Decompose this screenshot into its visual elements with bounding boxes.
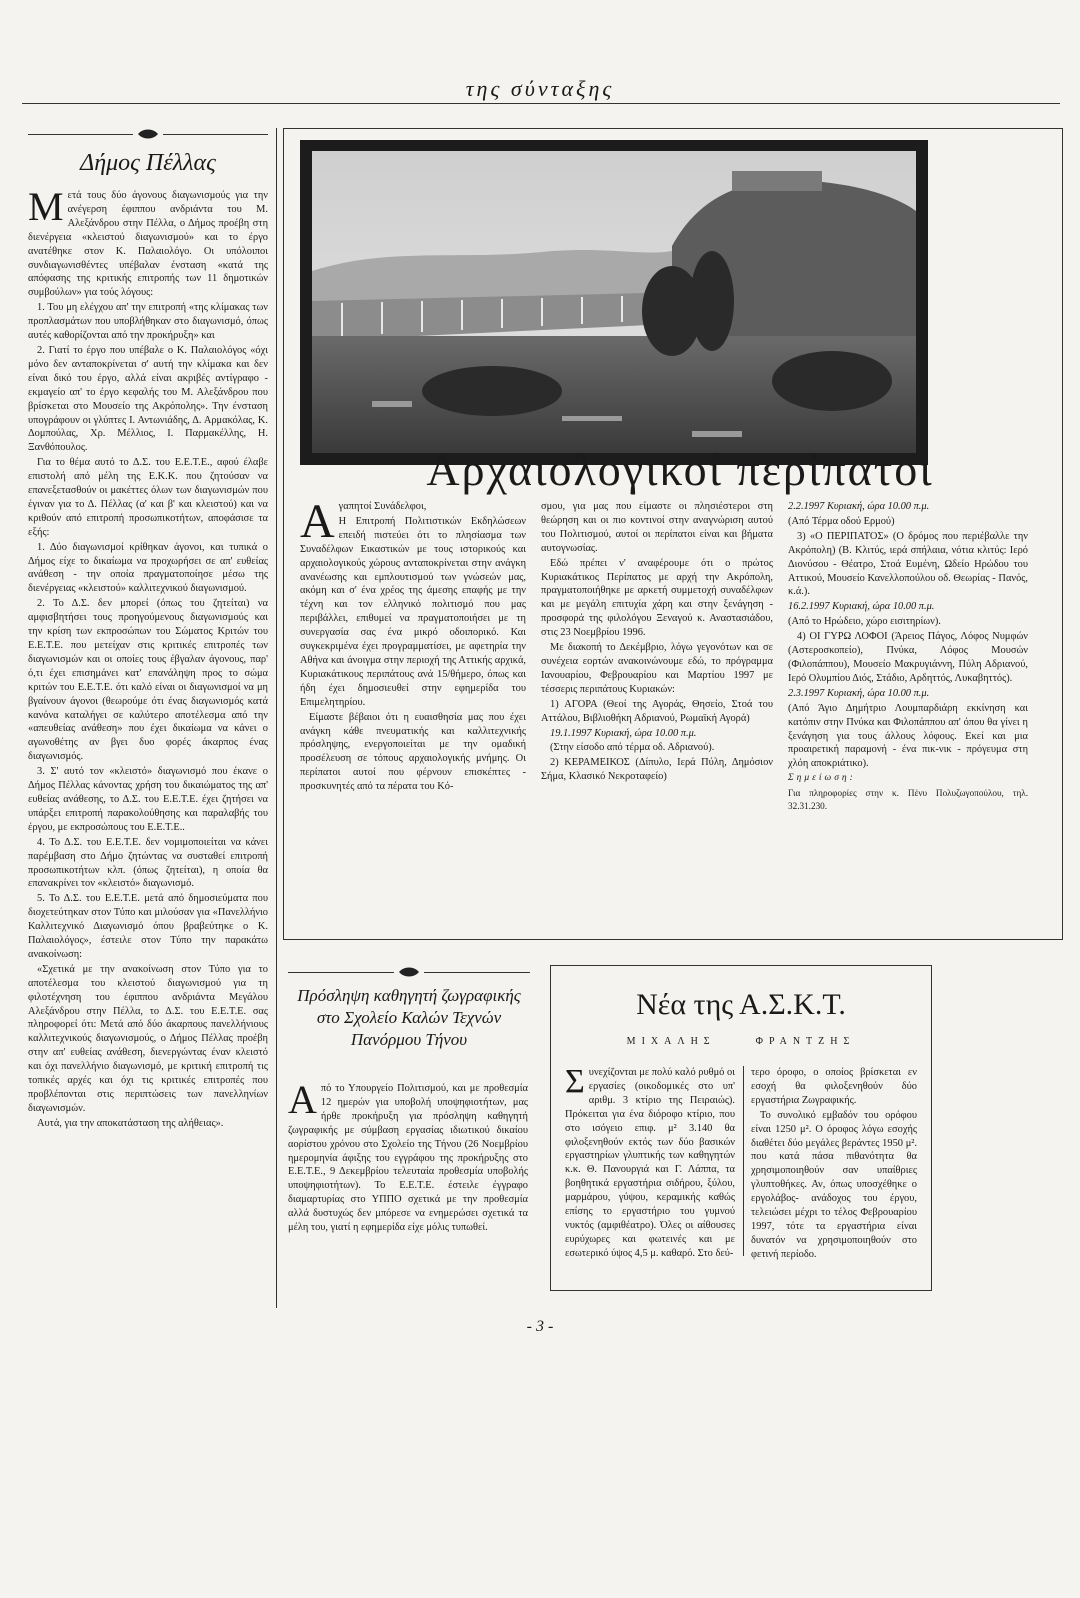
nea-title: Νέα της Α.Σ.Κ.Τ. <box>636 988 846 1021</box>
dimos-body <box>28 184 268 1131</box>
leaf-ornament-icon <box>137 128 159 140</box>
dimos-para: Αυτά, για την αποκατάσταση της αλήθειας». <box>37 1117 224 1129</box>
nea-drop-cap: Σ <box>565 1063 585 1100</box>
leaf-ornament-icon <box>398 966 420 978</box>
acropolis-photo <box>312 151 916 453</box>
nea-askt-box <box>550 965 932 1291</box>
arch-para: Εδώ πρέπει ν' αναφέρουμε ότι ο πρώτος Κυριακάτικος Περίπατος με αρχή την Ακρόπολη, πραγματοποιήθηκε με αρκετή συμμετοχή συναδέλφων και με μεγάλη επιτυχία χάρη και στην ξενάγηση - προσφορά της φιλολόγου Ξεναγού κ. Αναστασιάδου, στις 23 Νοεμβρίου 1996. <box>541 557 773 639</box>
arch-date: 2.3.1997 Κυριακή, ώρα 10.00 π.μ. <box>788 687 930 699</box>
note-text: Για πληροφορίες στην κ. Πένυ Πολυζωγοπούλου, τηλ. 32.31.230. <box>788 788 1028 811</box>
nea-col-2 <box>751 1066 917 1263</box>
arch-para: Με διακοπή το Δεκέμβριο, λόγω γεγονότων και σε συνέχεια εορτών ανακοινώνουμε εδώ, το πρόγραμμα Ιανουαρίου, Φεβρουαρίου και Μαρτίου 1997 με τέσσερις περιπάτους Κυριακών: <box>541 642 773 695</box>
dimos-para: 1. Του μη ελέγχου απ' την επιτροπή «της κλίμακας των προπλασμάτων που υποβλήθηκαν στο διαγωνισμό, όπως αυτές καθορίζονται από την προκήρυξη» και <box>28 302 268 342</box>
dimos-para: 4. Το Δ.Σ. του Ε.Ε.Τ.Ε. δεν νομιμοποιείται να κάνει παρέμβαση στο Δήμο ζητώντας να συσταθεί επιτροπή προσωπικοτήτων κλπ. (όπως ζητείται), η οποία θα επανακρίνει τον «κλειστό» διαγωνισμό. <box>28 836 268 890</box>
dimos-para: 1. Δύο διαγωνισμοί κρίθηκαν άγονοι, και τυπικά ο Δήμος είχε το δικαίωμα να προχωρήσει σε απ' ευθείας ανάθεση - την οποία πραγματοποίησε μέσω της διενέργειας «κλειστού» καλλιτεχνικού διαγωνισμού. <box>28 541 268 595</box>
author-first: ΜΙΧΑΛΗΣ <box>626 1036 716 1047</box>
arch-drop-cap: Α <box>300 495 335 548</box>
column-divider <box>276 128 277 1308</box>
arch-para: 4) ΟΙ ΓΥΡΩ ΛΟΦΟΙ (Άρειος Πάγος, Λόφος Νυμφών (Αστεροσκοπείο), Πνύκα, Λόφος Μουσών (Φιλοπάππου), Μουσείο Μακρυγιάννη, Πύλη Αδριανού, Ιερό Ολυμπίου Διός, Στάδιο, Αρδηττός, Λυκαβηττός). <box>788 631 1028 684</box>
dimos-pellas-article <box>28 128 268 1598</box>
dimos-para: 2. Το Δ.Σ. δεν μπορεί (όπως του ζητείται) να αμφισβητήσει τους προηγούμενους διαγωνισμούς και την κρίση των εκπροσώπων του Σώματος Κριτών του Ε.Ε.Τ.Ε. που μετείχαν στις κριτικές επιτροπές των διαγωνισμών και οι οποίες τους έβγαλαν άγονους, παρ' ό,τι έχει επισημάνει κατ' επανάληψη προς το σώμα κριτών του Ε.Ε.Τ.Ε. ότι καλό είναι οι διαγωνισμοί να μη βγαίνουν άγονοι (θεωρούμε ότι ένας διαγωνισμός κατά κανόνα καταλήγει σε καλύτερο αποτέλεσμα από την «απευθείας ανάθεση» που έχει δικαίωμα να κάνει ο αγωνοθέτης αν βγει δυο φορές άκαρπος ένας διαγωνισμός. <box>28 598 268 763</box>
dimos-para: ετά τους δύο άγονους διαγωνισμούς για την ανέγερση έφιππου ανδριάντα του Μ. Αλεξάνδρου στην Πέλλα, ο Δήμος προέβη στη διενέργεια «κλειστού διαγωνισμού» και το έργο ανατέθηκε στον Κ. Παλαιολόγο. Οι υπόλοιποι συνδιαγωνισθέντες υπέβαλαν ένσταση «κατά της απόφασης της κριτικής επιτροπής των 11 δημοτικών συμβούλων» για τούς λόγους: <box>28 190 268 299</box>
nea-col-divider <box>743 1066 744 1256</box>
nea-col-1 <box>565 1063 735 1262</box>
arch-para: (Από Τέρμα οδού Ερμού) <box>788 515 895 527</box>
arch-date: 19.1.1997 Κυριακή, ώρα 10.00 π.μ. <box>550 727 697 739</box>
arch-para: 1) ΑΓΟΡΑ (Θεοί της Αγοράς, Θησείο, Στοά του Αττάλου, Βιβλιοθήκη Αδριανού, Ρωμαϊκή Αγορά) <box>541 698 773 724</box>
dimos-para: Για το θέμα αυτό το Δ.Σ. του Ε.Ε.Τ.Ε., αφού έλαβε επιστολή από μέλη της Ε.Κ.Κ. που ζητούσαν να επανεξετασθούν οι μακέττες όλων των διαγωνισμών που έγιναν για το Δ. Πέλλας (α' και β' και κλειστού) και να κριθούν από επιτροπή προσωπικοτήτων, αποφάσισε τα εξής: <box>28 457 268 538</box>
nea-para: τερο όροφο, ο οποίος βρίσκεται εν εσοχή θα φιλοξενηθούν δύο εργαστήρια Ζωγραφικής. <box>751 1067 917 1106</box>
arch-date: 16.2.1997 Κυριακή, ώρα 10.00 π.μ. <box>788 601 935 613</box>
prosl-drop-cap: Α <box>288 1077 317 1122</box>
arch-col-3 <box>788 500 1028 813</box>
masthead: της σύνταξης <box>465 76 615 101</box>
arch-para: 3) «Ο ΠΕΡΙΠΑΤΟΣ» (Ο δρόμος που περιέβαλλε την Ακρόπολη) (Β. Κλιτύς, ιερά σπήλαια, νότια κλιτύς: Ιερό Διονύσου - Θέατρο, Στοά Ευμένη, Ωδείο Ηρώδου του Αττικού, Μουσείο Κανελλοπούλου οδ. Θεωρίας - Πανός, κ.ά.). <box>788 530 1028 598</box>
arch-para: (Από Άγιο Δημήτριο Λουμπαρδιάρη εκκίνηση και κατόπιν στην Πνύκα και Φιλοπάππου απ' όπου θα γίνει η ξενάγηση για τους άλλους λόφους. Εκεί και μια προαιρετική παραμονή - ένα πικ-νικ - πρόγευμα στη χλόη αποκριάτικο). <box>788 702 1028 770</box>
page-number: - 3 - <box>526 1318 554 1335</box>
dimos-para: 2. Γιατί το έργο που υπέβαλε ο Κ. Παλαιολόγος «όχι μόνο δεν ανταποκρίνεται σ' αυτή την κλίμακα και δεν είναι δικό του έργο, αλλά είναι ακριβές αντίγραφο - εκμαγείο απ' το έργο κεφαλής του Μ. Αλεξάνδρου που βρίσκεται στο Μουσείο της Ακρόπολης». Την ένσταση υπογράφουν οι γλύπτες Ι. Αντωνιάδης, Δ. Αρμακόλας, Κ. Δομπούλας, Χρ. Μέλλιος, Ι. Παρμακέλλης, Η. Ξανθόπουλος. <box>28 344 268 454</box>
author-last: ΦΡΑΝΤΖΗΣ <box>755 1036 856 1047</box>
arch-date: 2.2.1997 Κυριακή, ώρα 10.00 π.μ. <box>788 501 930 512</box>
arch-title: Αρχαιολογικοί περίπατοι <box>426 444 934 495</box>
masthead-rule <box>22 103 1060 104</box>
arch-para: γαπητοί Συνάδελφοι, <box>338 501 427 512</box>
prosl-para: πό το Υπουργείο Πολιτισμού, και με προθεσμία 12 ημερών για υποβολή υποψηφιοτήτων, μας ήρθε προκήρυξη για πρόσληψη καθηγητή ζωγραφικής με σύμβαση εργασίας ιδιωτικού δικαίου αορίστου χρόνου στο Σχολείο της Τήνου (26 Νοεμβρίου ημερομηνία άφιξης του εγγράφου της προκήρυξης στο Ε.Ε.Τ.Ε., 9 Δεκεμβρίου τελευταία προθεσμία υποβολής υποψηφιοτήτων). Το Ε.Ε.Τ.Ε. έστειλε έγγραφο διαμαρτυρίας στο ΥΠΠΟ σχετικά με την προθεσμία αλλά δυστυχώς δεν μπόρεσε να ενημερώσει σχετικά τα μέλη του, γιατί η εφημερίδα είχε μόλις τυπωθεί. <box>288 1083 528 1234</box>
dimos-drop-cap: Μ <box>28 184 64 229</box>
prosl-body <box>288 1077 528 1236</box>
ornament <box>28 128 268 140</box>
nea-para: Το συνολικό εμβαδόν του ορόφου είναι 1250 μ². Ο όροφος λόγω εσοχής διαθέτει δύο μεγάλες βεράντες 1950 μ². που κατά πάσα πιθανότητα θα χρησιμοποιηθούν σαν υπαίθριες γλυπτοθήκες. Αν, όπως υποσχέθηκε ο εργολάβος- ανάδοχος του έργου, τελειώσει μέχρι το τέλος Φεβρουαρίου 1997, τότε τα εργαστήρια είναι δυνατόν να χρησιμοποιηθούν στο φετινή περίοδο. <box>751 1109 917 1260</box>
nea-para: υνεχίζονται με πολύ καλό ρυθμό οι εργασίες (οικοδομικές στο υπ' αριθμ. 3 κτίριο της Πειραιώς). Πρόκειται για ένα διόροφο κτίριο, που στο ισόγειο επιφ. μ² 3.140 θα φιλοξενηθούν εκτός των δύο βασικών εργαστηρίων γλυπτικής των καθηγητών κ.κ. Θ. Πανουργιά και Γ. Λάππα, τα βοηθητικά εργαστήρια σιδήρου, ξύλου, μαρμάρου, γύψου, κεραμικής καθώς επίσης το εργαστήριο του γυμνού νυκτός (αμφιθέατρο). Όλες οι αίθουσες ευρύχωρες και φωτεινές και με εσωτερικό ύψος 4,5 μ. καθαρό. Στο δεύ- <box>565 1067 735 1259</box>
ornament <box>288 966 530 978</box>
prosl-title: Πρόσληψη καθηγητή ζωγραφικής στο Σχολείο Καλών Τεχνών Πανόρμου Τήνου <box>297 986 521 1049</box>
arch-para: Είμαστε βέβαιοι ότι η ευαισθησία μας που έχει ανάγκη κάθε πνευματικής και καλλιτεχνικής πρόσληψης, ενεργοποιείται με την ομαδική προσέλευση σε τόπους αρχαιολογικής μνήμης. Οι περίπατοι αυτοί που φέρνουν επισκέπτες - προσκυνητές από τα πέρατα του Κό- <box>300 711 526 793</box>
dimos-para: 3. Σ' αυτό τον «κλειστό» διαγωνισμό που έκανε ο Δήμος Πέλλας κάνοντας χρήση του δικαιώματος της απ' ευθείας ανάθεσης, το Δ.Σ. του Ε.Ε.Τ.Ε. έχει ζητήσει να υπάρξει επιτροπή παρακολούθησης και παραλαβής του έργου, με εκπροσώπους του Ε.Ε.Τ.Ε.. <box>28 766 268 833</box>
arch-para: (Στην είσοδο από τέρμα οδ. Αδριανού). <box>550 742 715 754</box>
arch-col-2 <box>541 500 773 785</box>
arch-para: Η Επιτροπή Πολιτιστικών Εκδηλώσεων επειδή πιστεύει ότι το πλησίασμα των Συναδέλφων Εικαστικών με τους ιστορικούς και αρχαιολογικούς χώρους ανταποκρίνεται στην ανάγκη ανανέωσης και εμπλουτισμού των γνώσεών μας, ακόμη και σ' ένα χρέος της άμεσης επαφής με την τέχνη και τον ελληνικό πολιτισμό που μας περιβάλλει, επιθυμεί να πραγματοποιήσει με τη συνεργασία σας ένα μικρό οδοιπορικό. Και συγκεκριμένα έχει προγραμματίσει, με αφετηρία την Αθήνα και άνοιγμα στην περιοχή της Αττικής αρχικά, Κυριακάτικους περιπάτους ανά 15/θήμερο, όπως και ήδη έχει δημοσιευθεί στην εφημερίδα του Επιμελητηρίου. <box>300 515 526 708</box>
dimos-para: «Σχετικά με την ανακοίνωση στον Τύπο για το αποτέλεσμα του κλειστού διαγωνισμού για τη φιλοτέχνηση του έφιππου ανδριάντα Μεγάλου Αλεξάνδρου στην Πέλλα, το Δ.Σ. του Ε.Ε.Τ.Ε. σας πληροφορεί ότι: Μετά από δύο άκαρπους πανελλήνιους καλλιτεχνικούς διαγωνισμούς, ο Δήμος Πέλλας προέβη στην απ' ευθείας ανάθεση, διενεργώντας έναν κλειστό και όχι πανελλήνιο διαγωνισμό, με κριτική επιτροπή τις τοπικές αρχές και όχι τις κριτικές επιτροπές που προβλέπονται στις περιπτώσεις των πανελληνίων διαγωνισμών. <box>28 963 268 1114</box>
arch-para: (Από το Ηρώδειο, χώρο εισιτηρίων). <box>788 616 941 628</box>
dimos-para: 5. Το Δ.Σ. του Ε.Ε.Τ.Ε. μετά από δημοσιεύματα που διοχετεύτηκαν στον Τύπο και μιλούσαν για «Πανελλήνιο Καλλιτεχνικό Διαγωνισμό όπου βραβεύτηκε ο Κ. Παλαιολόγος», έστειλε στον Τύπο την παρακάτω ανακοίνωση: <box>28 893 268 960</box>
arch-para: 2) ΚΕΡΑΜΕΙΚΟΣ (Δίπυλο, Ιερά Πύλη, Δημόσιον Σήμα, Κλασικό Νεκροταφείο) <box>541 757 773 783</box>
arch-col-1 <box>300 495 526 795</box>
nea-author <box>551 1036 931 1047</box>
dimos-title: Δήμος Πέλλας <box>80 150 216 176</box>
note-label: Σημείωση: <box>788 773 856 784</box>
arch-para: σμου, για μας που είμαστε οι πλησιέστεροι στη θεώρηση και οι πιο κοντινοί στην αναγνώριση αυτού του Πολιτισμού, αυτοί οι περίπατοι είναι και βήματα αυτογνωσίας. <box>541 501 773 554</box>
